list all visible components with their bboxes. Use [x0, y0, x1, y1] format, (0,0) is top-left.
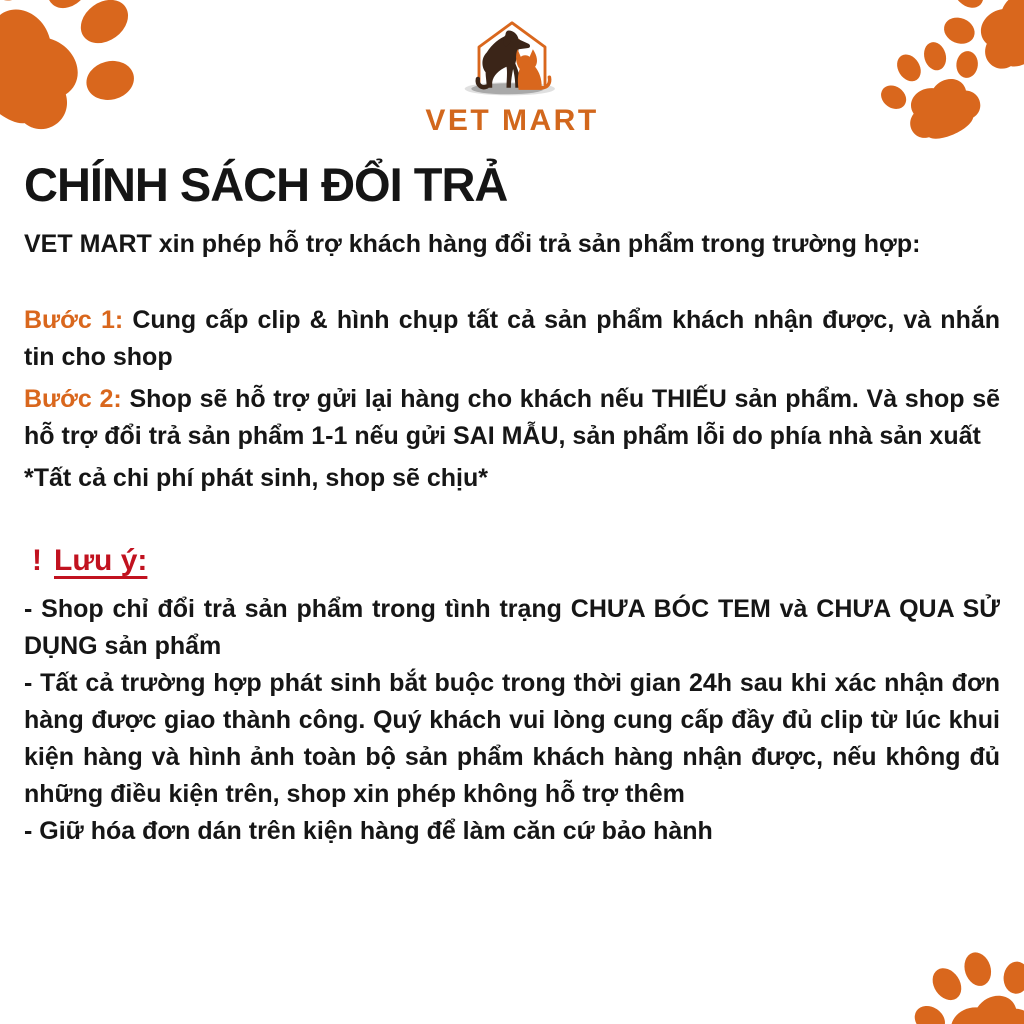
policy-content	[0, 158, 1024, 850]
exclamation-icon: !	[32, 544, 42, 578]
step-1	[24, 302, 1000, 376]
notice-heading-label: Lưu ý:	[54, 544, 148, 578]
step-2-label: Bước 2:	[24, 385, 122, 414]
fee-note: *Tất cả chi phí phát sinh, shop sẽ chịu*	[24, 464, 488, 493]
step-1-text: Cung cấp clip & hình chụp tất cả sản phẩm khách nhận được, và nhắn tin cho shop	[24, 306, 1001, 372]
page-title: CHÍNH SÁCH ĐỔI TRẢ	[24, 158, 508, 211]
notice-item: - Shop chỉ đổi trả sản phẩm trong tình trạng CHƯA BÓC TEM và CHƯA QUA SỬ DỤNG sản phẩm	[24, 595, 1000, 661]
intro-text: VET MART xin phép hỗ trợ khách hàng đổi trả sản phẩm trong trường hợp:	[24, 230, 921, 259]
steps-section	[24, 302, 1000, 497]
step-2	[24, 381, 1000, 455]
step-2-text: Shop sẽ hỗ trợ gửi lại hàng cho khách nếu THIẾU sản phẩm. Và shop sẽ hỗ trợ đổi trả sản phẩm 1-1 nếu gửi SAI MẪU, sản phẩm lỗi do phía nhà sản xuất	[24, 385, 1001, 451]
paw-print-icon	[861, 897, 1024, 1024]
step-1-label: Bước 1:	[24, 306, 124, 335]
notice-heading	[24, 543, 1000, 579]
notice-item: - Tất cả trường hợp phát sinh bắt buộc trong thời gian 24h sau khi xác nhận đơn hàng được giao thành công. Quý khách vui lòng cung cấp đầy đủ clip từ lúc khui kiện hàng và hình ảnh toàn bộ sản phẩm khách hàng nhận được, nếu không đủ những điều kiện trên, shop xin phép không hỗ trợ thêm	[24, 669, 1000, 809]
notice-section	[24, 543, 1000, 850]
brand-name: VET MART	[425, 104, 599, 137]
notice-item: - Giữ hóa đơn dán trên kiện hàng để làm căn cứ bảo hành	[24, 817, 713, 846]
vet-mart-logo	[0, 14, 1024, 138]
vet-mart-logo-graphic	[446, 14, 578, 102]
